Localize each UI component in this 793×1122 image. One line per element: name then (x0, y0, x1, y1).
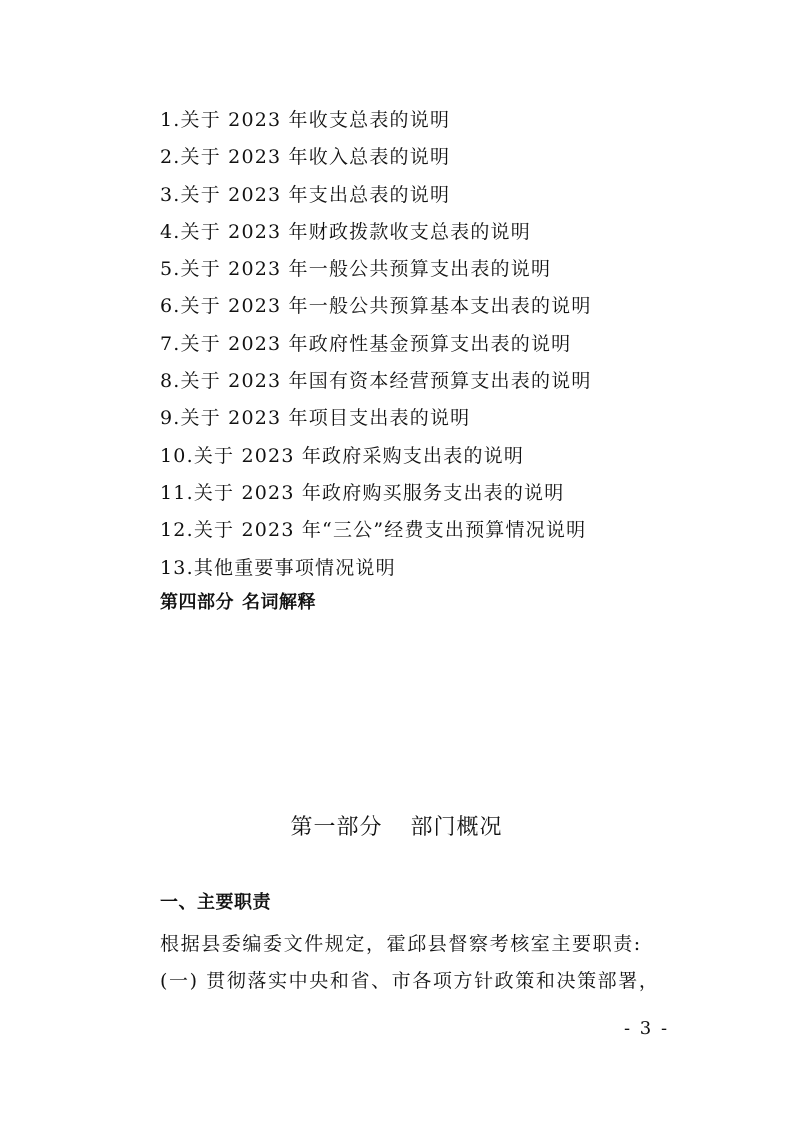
section-title (0, 810, 793, 841)
toc-item: 7.关于 2023 年政府性基金预算支出表的说明 (160, 332, 572, 355)
part-four-label: 第四部分 (160, 592, 234, 613)
toc-item: 3.关于 2023 年支出总表的说明 (160, 183, 451, 206)
toc-item: 5.关于 2023 年一般公共预算支出表的说明 (160, 258, 552, 281)
toc-item: 12.关于 2023 年“三公”经费支出预算情况说明 (160, 519, 587, 542)
table-of-contents (160, 102, 592, 587)
page-number: - 3 - (624, 1018, 670, 1039)
toc-item: 2.关于 2023 年收入总表的说明 (160, 146, 451, 169)
body-paragraph: 根据县委编委文件规定，霍邱县督察考核室主要职责: (160, 933, 642, 955)
toc-item: 11.关于 2023 年政府购买服务支出表的说明 (160, 481, 565, 504)
body-paragraph: (一) 贯彻落实中央和省、市各项方针政策和决策部署， (160, 970, 660, 992)
toc-item: 1.关于 2023 年收支总表的说明 (160, 109, 451, 131)
section-part-title: 部门概况 (410, 815, 503, 840)
section-part-label: 第一部分 (290, 815, 383, 840)
toc-item: 4.关于 2023 年财政拨款收支总表的说明 (160, 220, 531, 243)
toc-item: 10.关于 2023 年政府采购支出表的说明 (160, 444, 525, 467)
toc-item: 9.关于 2023 年项目支出表的说明 (160, 407, 471, 430)
toc-item: 8.关于 2023 年国有资本经营预算支出表的说明 (160, 370, 592, 393)
part-four-title: 名词解释 (242, 592, 316, 613)
toc-part-four-heading (160, 588, 316, 614)
toc-item: 13.其他重要事项情况说明 (160, 556, 396, 579)
toc-item: 6.关于 2023 年一般公共预算基本支出表的说明 (160, 295, 592, 318)
subheading-main-duties: 一、主要职责 (160, 892, 271, 913)
